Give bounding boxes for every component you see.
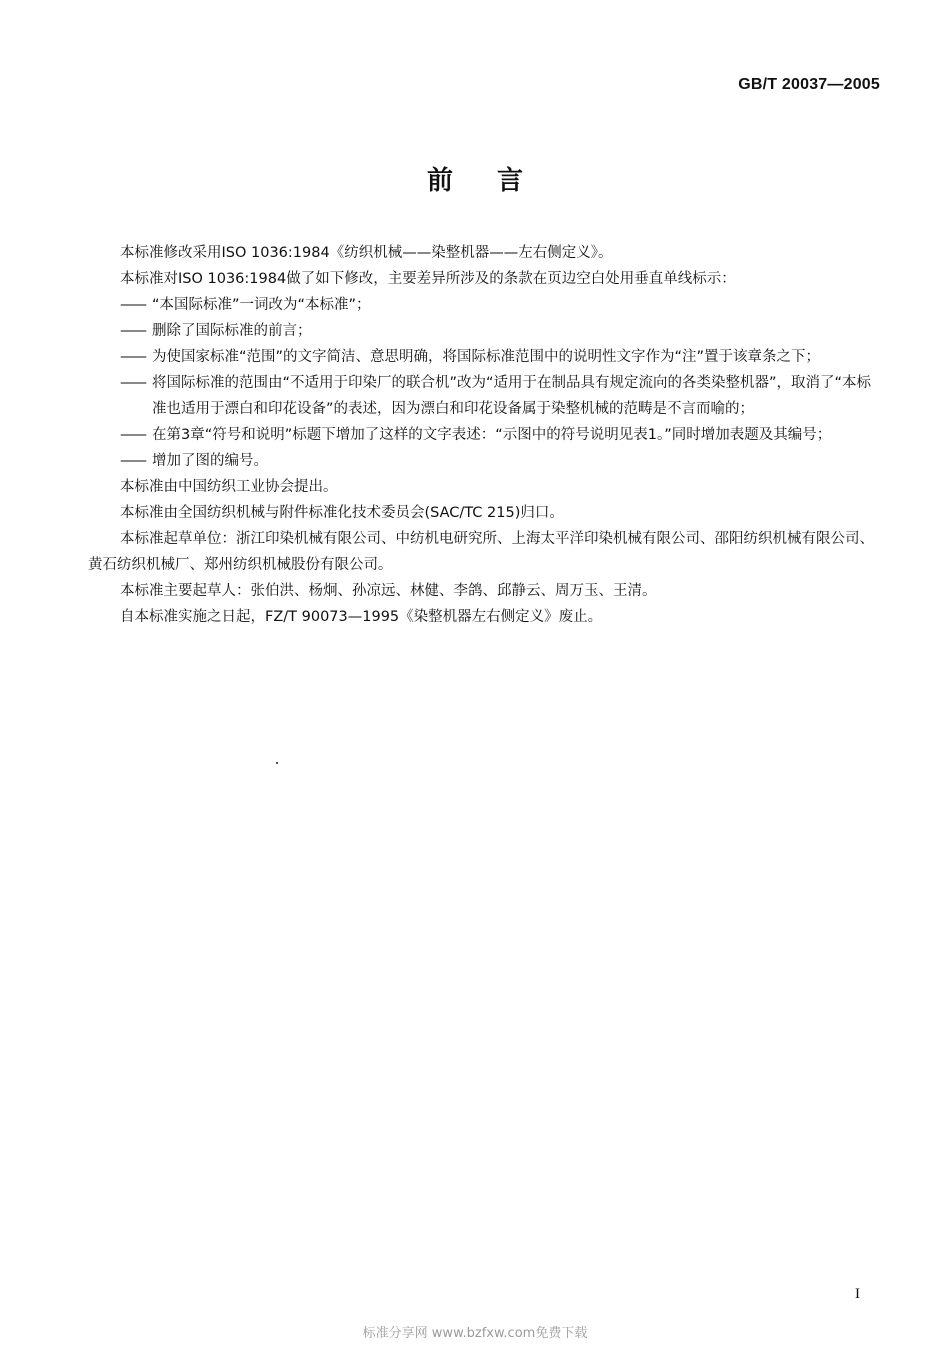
change-text: 为使国家标准“范围”的文字简洁、意思明确，将国际标准范围中的说明性文字作为“注”置于该章条之下；	[152, 349, 821, 365]
document-body	[88, 240, 880, 630]
change-item	[88, 422, 880, 448]
dash-marker: ——	[120, 349, 145, 365]
change-text: 将国际标准的范围由“不适用于印染厂的联合机”改为“适用于在制品具有规定流向的各类染整机器”，取消了“本标准也适用于漂白和印花设备”的表述，因为漂白和印花设备属于染整机械的范畴是不言而喻的；	[152, 375, 872, 417]
change-text: 删除了国际标准的前言；	[152, 323, 312, 339]
change-item	[88, 292, 880, 318]
change-text: “本国际标准”一词改为“本标准”；	[152, 297, 371, 313]
paragraph-supersedes: 自本标准实施之日起，FZ/T 90073—1995《染整机器左右侧定义》废止。	[120, 609, 603, 625]
paragraph-drafters: 本标准主要起草人：张伯洪、杨炯、孙凉远、林健、李鸽、邱静云、周万玉、王清。	[120, 583, 657, 599]
dash-marker: ——	[120, 427, 145, 443]
watermark: 标准分享网 www.bzfxw.com免费下载	[362, 1326, 588, 1341]
change-item	[88, 370, 880, 422]
paragraph-proposer: 本标准由中国纺织工业协会提出。	[120, 479, 338, 495]
dash-marker: ——	[120, 375, 145, 391]
dash-marker: ——	[120, 323, 145, 339]
paragraph-adoption: 本标准修改采用ISO 1036:1984《纺织机械——染整机器——左右侧定义》。	[120, 245, 613, 261]
change-item	[88, 344, 880, 370]
change-item	[88, 318, 880, 344]
page-title: 前言	[426, 166, 567, 196]
paragraph-modifications-intro: 本标准对ISO 1036:1984做了如下修改，主要差异所涉及的条款在页边空白处用垂直单线标示：	[120, 271, 736, 287]
standard-number: GB/T 20037—2005	[738, 76, 880, 93]
change-text: 增加了图的编号。	[152, 453, 268, 469]
change-item	[88, 448, 880, 474]
paragraph-drafting-units: 本标准起草单位：浙江印染机械有限公司、中纺机电研究所、上海太平洋印染机械有限公司、邵阳纺织机械有限公司、黄石纺织机械厂、郑州纺织机械股份有限公司。	[88, 531, 874, 573]
page-number: I	[855, 1286, 860, 1302]
change-text: 在第3章“符号和说明”标题下增加了这样的文字表述：“示图中的符号说明见表1。”同时增加表题及其编号；	[152, 427, 832, 443]
dash-marker: ——	[120, 297, 145, 313]
dash-marker: ——	[120, 453, 145, 469]
scan-speck	[276, 762, 278, 764]
paragraph-committee: 本标准由全国纺织机械与附件标准化技术委员会(SAC/TC 215)归口。	[120, 505, 564, 521]
